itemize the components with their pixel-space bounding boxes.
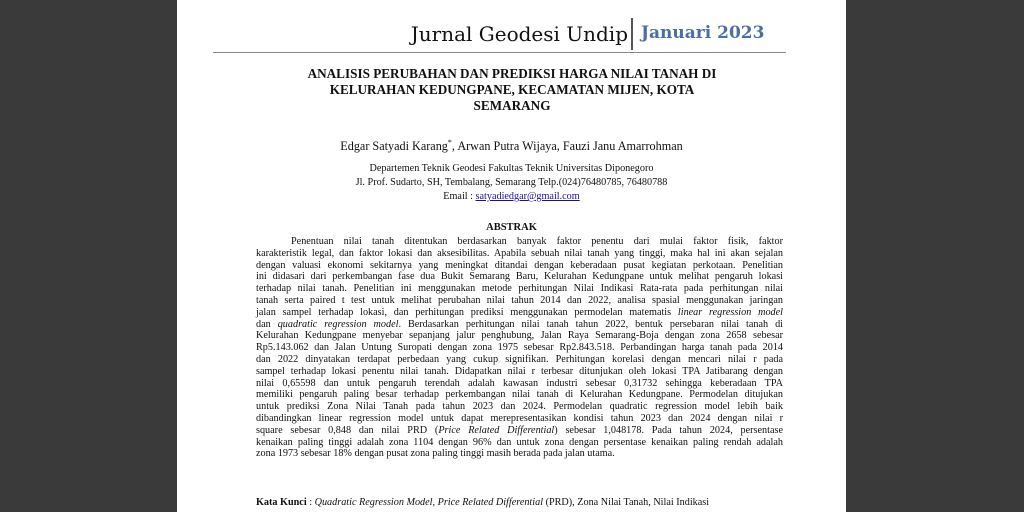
abstract-text: Rp5.143.062 dan Jalan Untung Suropati dengan zona 1975 sebesar Rp2.843.518. Perbandingan harga tanah pada 2014: [256, 342, 783, 354]
abstract-text: Penentuan nilai tanah ditentukan berdasarkan banyak faktor penentu dari mulai faktor fisik, faktor: [291, 236, 783, 247]
affiliation-dept: Departemen Teknik Geodesi Fakultas Teknik Universitas Diponegoro: [369, 163, 654, 174]
affiliation-address: Jl. Prof. Sudarto, SH, Tembalang, Semarang Telp.(024)76480785, 76480788: [355, 177, 668, 188]
abstract-text: Kelurahan Kedungpane menyebar sepanjang jalur penghubung, Jalan Raya Semarang-Boja dengan zona 2658 sebesar: [256, 330, 783, 342]
abstract-line: [256, 283, 783, 295]
email-link[interactable]: satyadiedgar@gmail.com: [475, 191, 580, 202]
abstract-text: dan 2022 dinyatakan terdapat perbedaan yang cukup signifikan. Perhitungan korelasi dengan mencari nilai r pada: [256, 353, 783, 365]
abstract-body: [256, 236, 783, 460]
abstract-text: dibandingkan linear regression model untuk dapat merepresentasikan kondisi tahun 2023 dan 2024 dengan nilai r: [256, 412, 783, 424]
abstract-line: [256, 378, 783, 390]
abstract-line: [256, 236, 783, 248]
abstract-line: [256, 271, 783, 283]
abstract-line: [256, 354, 783, 366]
header-rule: [213, 52, 786, 53]
abstract-text: kenaikan paling tinggi adalah zona 1104 dengan 96% dan untuk zona dengan persentase kenaikan paling rendah adalah: [256, 436, 783, 448]
abstract-text: ) sebesar 1,048178. Pada tahun 2024, persentase: [554, 424, 783, 436]
abstract-line: [256, 248, 783, 260]
abstract-line: [256, 330, 783, 342]
keywords-separator: :: [306, 497, 315, 508]
affiliation: [177, 162, 846, 204]
abstract-text: dan: [256, 318, 278, 330]
abstract-line: [256, 342, 783, 354]
abstract-line: [256, 307, 783, 319]
keywords-italic: Quadratic Regression Model, Price Related Differential: [314, 497, 544, 508]
abstract-text: terhadap nilai tanah. Penelitian ini menggunakan metode perhitungan Nilai Indikasi Rata-rata pada perhitungan nilai: [256, 283, 783, 295]
keywords-label: Kata Kunci: [256, 497, 307, 508]
abstract-italic-term: linear regression model: [677, 306, 783, 318]
journal-name: Jurnal Geodesi Undip: [410, 22, 628, 46]
abstract-text: untuk prediksi Zona Nilai Tanah pada tahun 2023 dan 2024. Permodelan quadratic regression model lebih baik: [256, 401, 783, 413]
abstract-text: ini didasari dari perkembangan fase dua Bukit Semarang Baru, Kelurahan Kedungpane untuk melihat pengaruh lokasi: [256, 271, 783, 283]
title-line: SEMARANG: [473, 98, 551, 113]
abstract-heading: ABSTRAK: [486, 222, 537, 233]
abstract-line: [256, 401, 783, 413]
abstract-line: [256, 366, 783, 378]
abstract-text: sampel terhadap lokasi penentu nilai tanah. Didapatkan nilai r terbesar ditunjukan oleh lokasi TPA Jatibarang dengan: [256, 365, 783, 377]
affiliation-email-line: [177, 190, 846, 204]
abstract-line: [256, 413, 783, 425]
abstract-line: [256, 425, 783, 437]
abstract-line: [256, 260, 783, 272]
issue-date: Januari 2023: [641, 23, 765, 43]
abstract-text: memiliki pengaruh paling besar terhadap perkembangan nilai tanah di Kelurahan Kedungpane. Permodelan ditujukan: [256, 389, 783, 401]
abstract-text: karakteristik legal, dan faktor lokasi dan aksesibilitas. Apabila sebuah nilai tanah yang tinggi, maka hal ini akan sejalan: [256, 247, 783, 259]
abstract-text: square sebesar 0,848 dan nilai PRD (: [256, 424, 439, 436]
abstract-text: nilai 0,65598 dan untuk pengaruh terendah adalah kawasan industri sebesar 0,31732 sehingga keberadaan TPA: [256, 377, 783, 389]
abstract-text: zona 1973 sebesar 18% dengan pusat zona paling tinggi masih berada pada jalan utama.: [256, 448, 615, 460]
keywords: [256, 497, 783, 508]
header-divider: [631, 18, 633, 50]
abstract-text: dengan valuasi ekonomi sekitarnya yang meningkat ditandai dengan keberadaan pusat kegiatan perkotaan. Penelitian: [256, 259, 783, 271]
abstract-line: [256, 295, 783, 307]
abstract-line: [256, 437, 783, 449]
abstract-italic-term: Price Related Differential: [438, 424, 555, 436]
abstract-line: [256, 448, 783, 460]
title-line: KELURAHAN KEDUNGPANE, KECAMATAN MIJEN, KOTA: [329, 82, 695, 97]
abstract-line: [256, 389, 783, 401]
other-authors: , Arwan Putra Wijaya, Fauzi Janu Amarrohman: [451, 139, 683, 154]
paper-title: [233, 66, 791, 114]
email-label: Email :: [443, 191, 476, 202]
abstract-text: tanah serta paired t test untuk melihat perubahan nilai tahun 2014 dan 2022, analisa spasial menggunakan jaringan: [256, 294, 783, 306]
journal-header: [177, 14, 846, 54]
first-author: Edgar Satyadi Karang: [340, 139, 448, 154]
abstract-italic-term: quadratic regression model: [277, 318, 399, 330]
abstract-line: [256, 319, 783, 331]
corresponding-mark: *: [447, 138, 452, 147]
abstract-text: jalan sampel terhadap lokasi, dan perhitungan prediksi menggunakan permodelan matematis: [256, 306, 678, 318]
title-line: ANALISIS PERUBAHAN DAN PREDIKSI HARGA NILAI TANAH DI: [307, 66, 717, 81]
abstract-text: . Berdasarkan perhitungan nilai tanah tahun 2022, bentuk persebaran nilai tanah di: [398, 318, 783, 330]
keywords-rest: (PRD), Zona Nilai Tanah, Nilai Indikasi: [543, 497, 710, 508]
author-list: [177, 138, 846, 154]
journal-page: [177, 0, 846, 512]
